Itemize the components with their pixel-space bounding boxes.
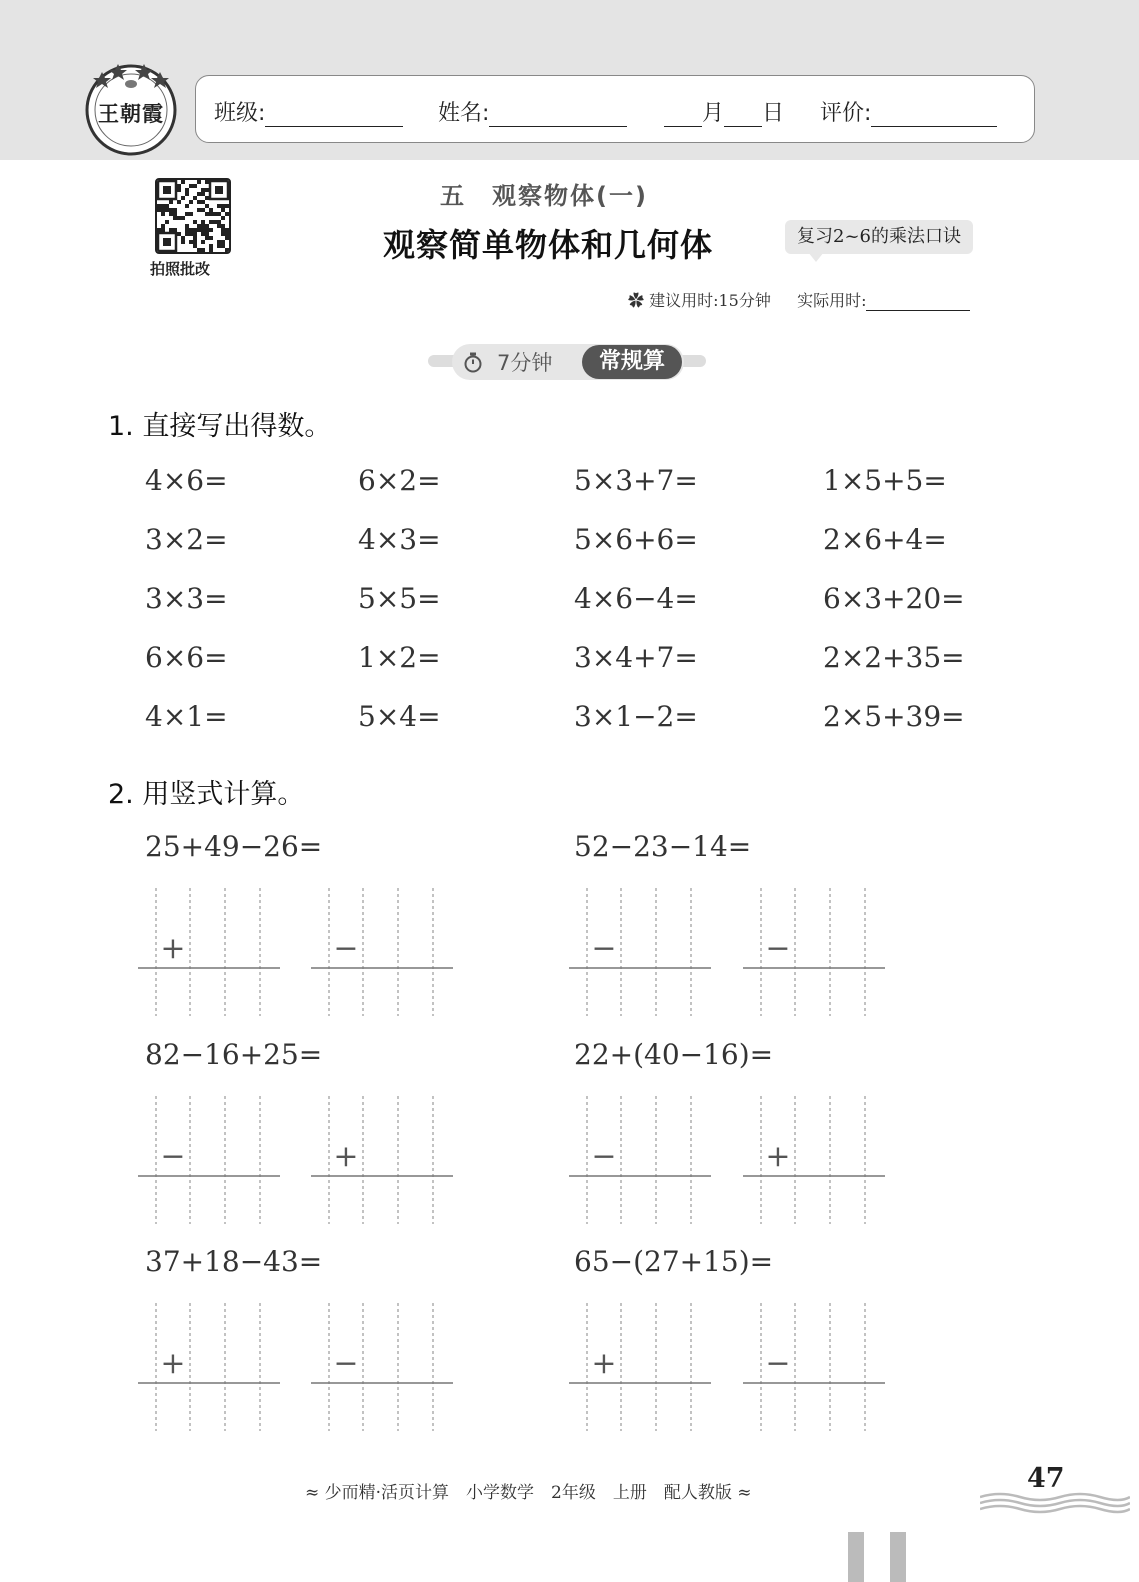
- vertical-calc-grid[interactable]: [138, 1096, 280, 1224]
- qr-pattern: [157, 180, 229, 252]
- qr-label: 拍照批改: [150, 260, 211, 278]
- rating-label: 评价:: [820, 101, 872, 126]
- date-field[interactable]: [664, 96, 784, 127]
- vertical-calc-grid[interactable]: [569, 1303, 711, 1431]
- name-label: 姓名:: [438, 101, 490, 126]
- q1-item: 1×5+5=: [823, 464, 947, 497]
- review-tag: 复习2~6的乘法口诀: [785, 220, 973, 254]
- class-label: 班级:: [214, 101, 266, 126]
- operator-sign: −: [333, 931, 359, 966]
- vertical-calc-grid[interactable]: [311, 888, 453, 1016]
- name-blank[interactable]: [489, 105, 627, 127]
- q1-item: 3×2=: [145, 523, 228, 556]
- q2-expression: 65−(27+15)=: [574, 1245, 774, 1278]
- q1-item: 2×2+35=: [823, 641, 965, 674]
- section-time: 7分钟: [497, 351, 553, 375]
- q1-item: 4×3=: [358, 523, 441, 556]
- footer-wave-icon: ≈: [737, 1483, 752, 1503]
- student-info-box: [195, 75, 1035, 143]
- operator-sign: +: [765, 1139, 791, 1174]
- operator-sign: +: [333, 1139, 359, 1174]
- review-tag-tail: [808, 252, 824, 262]
- q1-heading: 1. 直接写出得数。: [108, 411, 332, 442]
- q1-item: 6×2=: [358, 464, 441, 497]
- q1-item: 3×1−2=: [574, 700, 698, 733]
- lesson-title: 观察简单物体和几何体: [383, 226, 714, 264]
- stopwatch-icon: [462, 351, 484, 373]
- q2-expression: 22+(40−16)=: [574, 1038, 774, 1071]
- vertical-calc-grid[interactable]: [138, 1303, 280, 1431]
- operator-sign: −: [591, 1139, 617, 1174]
- vertical-calc-grid[interactable]: [743, 1096, 885, 1224]
- q1-item: 5×4=: [358, 700, 441, 733]
- vertical-calc-grid[interactable]: [569, 888, 711, 1016]
- operator-sign: −: [765, 1346, 791, 1381]
- class-blank[interactable]: [265, 105, 403, 127]
- q1-item: 6×6=: [145, 641, 228, 674]
- qr-code-icon[interactable]: [155, 178, 231, 254]
- logo-text: 王朝霞: [98, 101, 164, 126]
- rating-blank[interactable]: [871, 105, 997, 127]
- name-field[interactable]: [438, 96, 627, 127]
- q2-expression: 25+49−26=: [145, 830, 323, 863]
- vertical-calc-grid[interactable]: [311, 1096, 453, 1224]
- q1-item: 4×6=: [145, 464, 228, 497]
- month-blank[interactable]: [664, 105, 702, 127]
- operator-sign: −: [591, 931, 617, 966]
- footer-text: 少而精·活页计算 小学数学 2年级 上册 配人教版: [324, 1483, 732, 1503]
- month-label: 月: [702, 101, 725, 126]
- q1-item: 3×4+7=: [574, 641, 698, 674]
- q1-item: 2×6+4=: [823, 523, 947, 556]
- operator-sign: +: [160, 931, 186, 966]
- q2-expression: 52−23−14=: [574, 830, 752, 863]
- operator-sign: +: [160, 1346, 186, 1381]
- operator-sign: +: [591, 1346, 617, 1381]
- vertical-calc-grid[interactable]: [743, 888, 885, 1016]
- q1-item: 5×5=: [358, 582, 441, 615]
- vertical-calc-grid[interactable]: [138, 888, 280, 1016]
- timing-line: [628, 288, 970, 311]
- operator-sign: −: [765, 931, 791, 966]
- footer-wave-icon: ≈: [305, 1483, 320, 1503]
- q1-item: 3×3=: [145, 582, 228, 615]
- operator-sign: −: [160, 1139, 186, 1174]
- section-tag: 常规算: [582, 345, 682, 379]
- rating-field[interactable]: [820, 96, 997, 127]
- unit-title: 五 观察物体(一): [440, 182, 648, 210]
- q1-item: 6×3+20=: [823, 582, 965, 615]
- day-label: 日: [762, 101, 785, 126]
- clock-icon: ✿: [628, 291, 645, 310]
- class-field[interactable]: [214, 96, 403, 127]
- q1-item: 4×1=: [145, 700, 228, 733]
- actual-time-label: 实际用时:: [797, 291, 867, 310]
- q1-item: 2×5+39=: [823, 700, 965, 733]
- q1-item: 5×3+7=: [574, 464, 698, 497]
- footer: [305, 1478, 752, 1503]
- brand-logo: [82, 58, 180, 156]
- vertical-calc-grid[interactable]: [743, 1303, 885, 1431]
- q1-item: 4×6−4=: [574, 582, 698, 615]
- vertical-calc-grid[interactable]: [569, 1096, 711, 1224]
- q1-item: 1×2=: [358, 641, 441, 674]
- actual-time-blank[interactable]: [866, 295, 970, 311]
- page-number: 47: [1027, 1463, 1065, 1494]
- binding-marks: [848, 1532, 912, 1582]
- q2-expression: 37+18−43=: [145, 1245, 323, 1278]
- vertical-calc-grid[interactable]: [311, 1303, 453, 1431]
- q1-item: 5×6+6=: [574, 523, 698, 556]
- day-blank[interactable]: [724, 105, 762, 127]
- q2-heading: 2. 用竖式计算。: [108, 779, 305, 810]
- suggested-time: 建议用时:15分钟: [649, 291, 771, 310]
- q2-expression: 82−16+25=: [145, 1038, 323, 1071]
- operator-sign: −: [333, 1346, 359, 1381]
